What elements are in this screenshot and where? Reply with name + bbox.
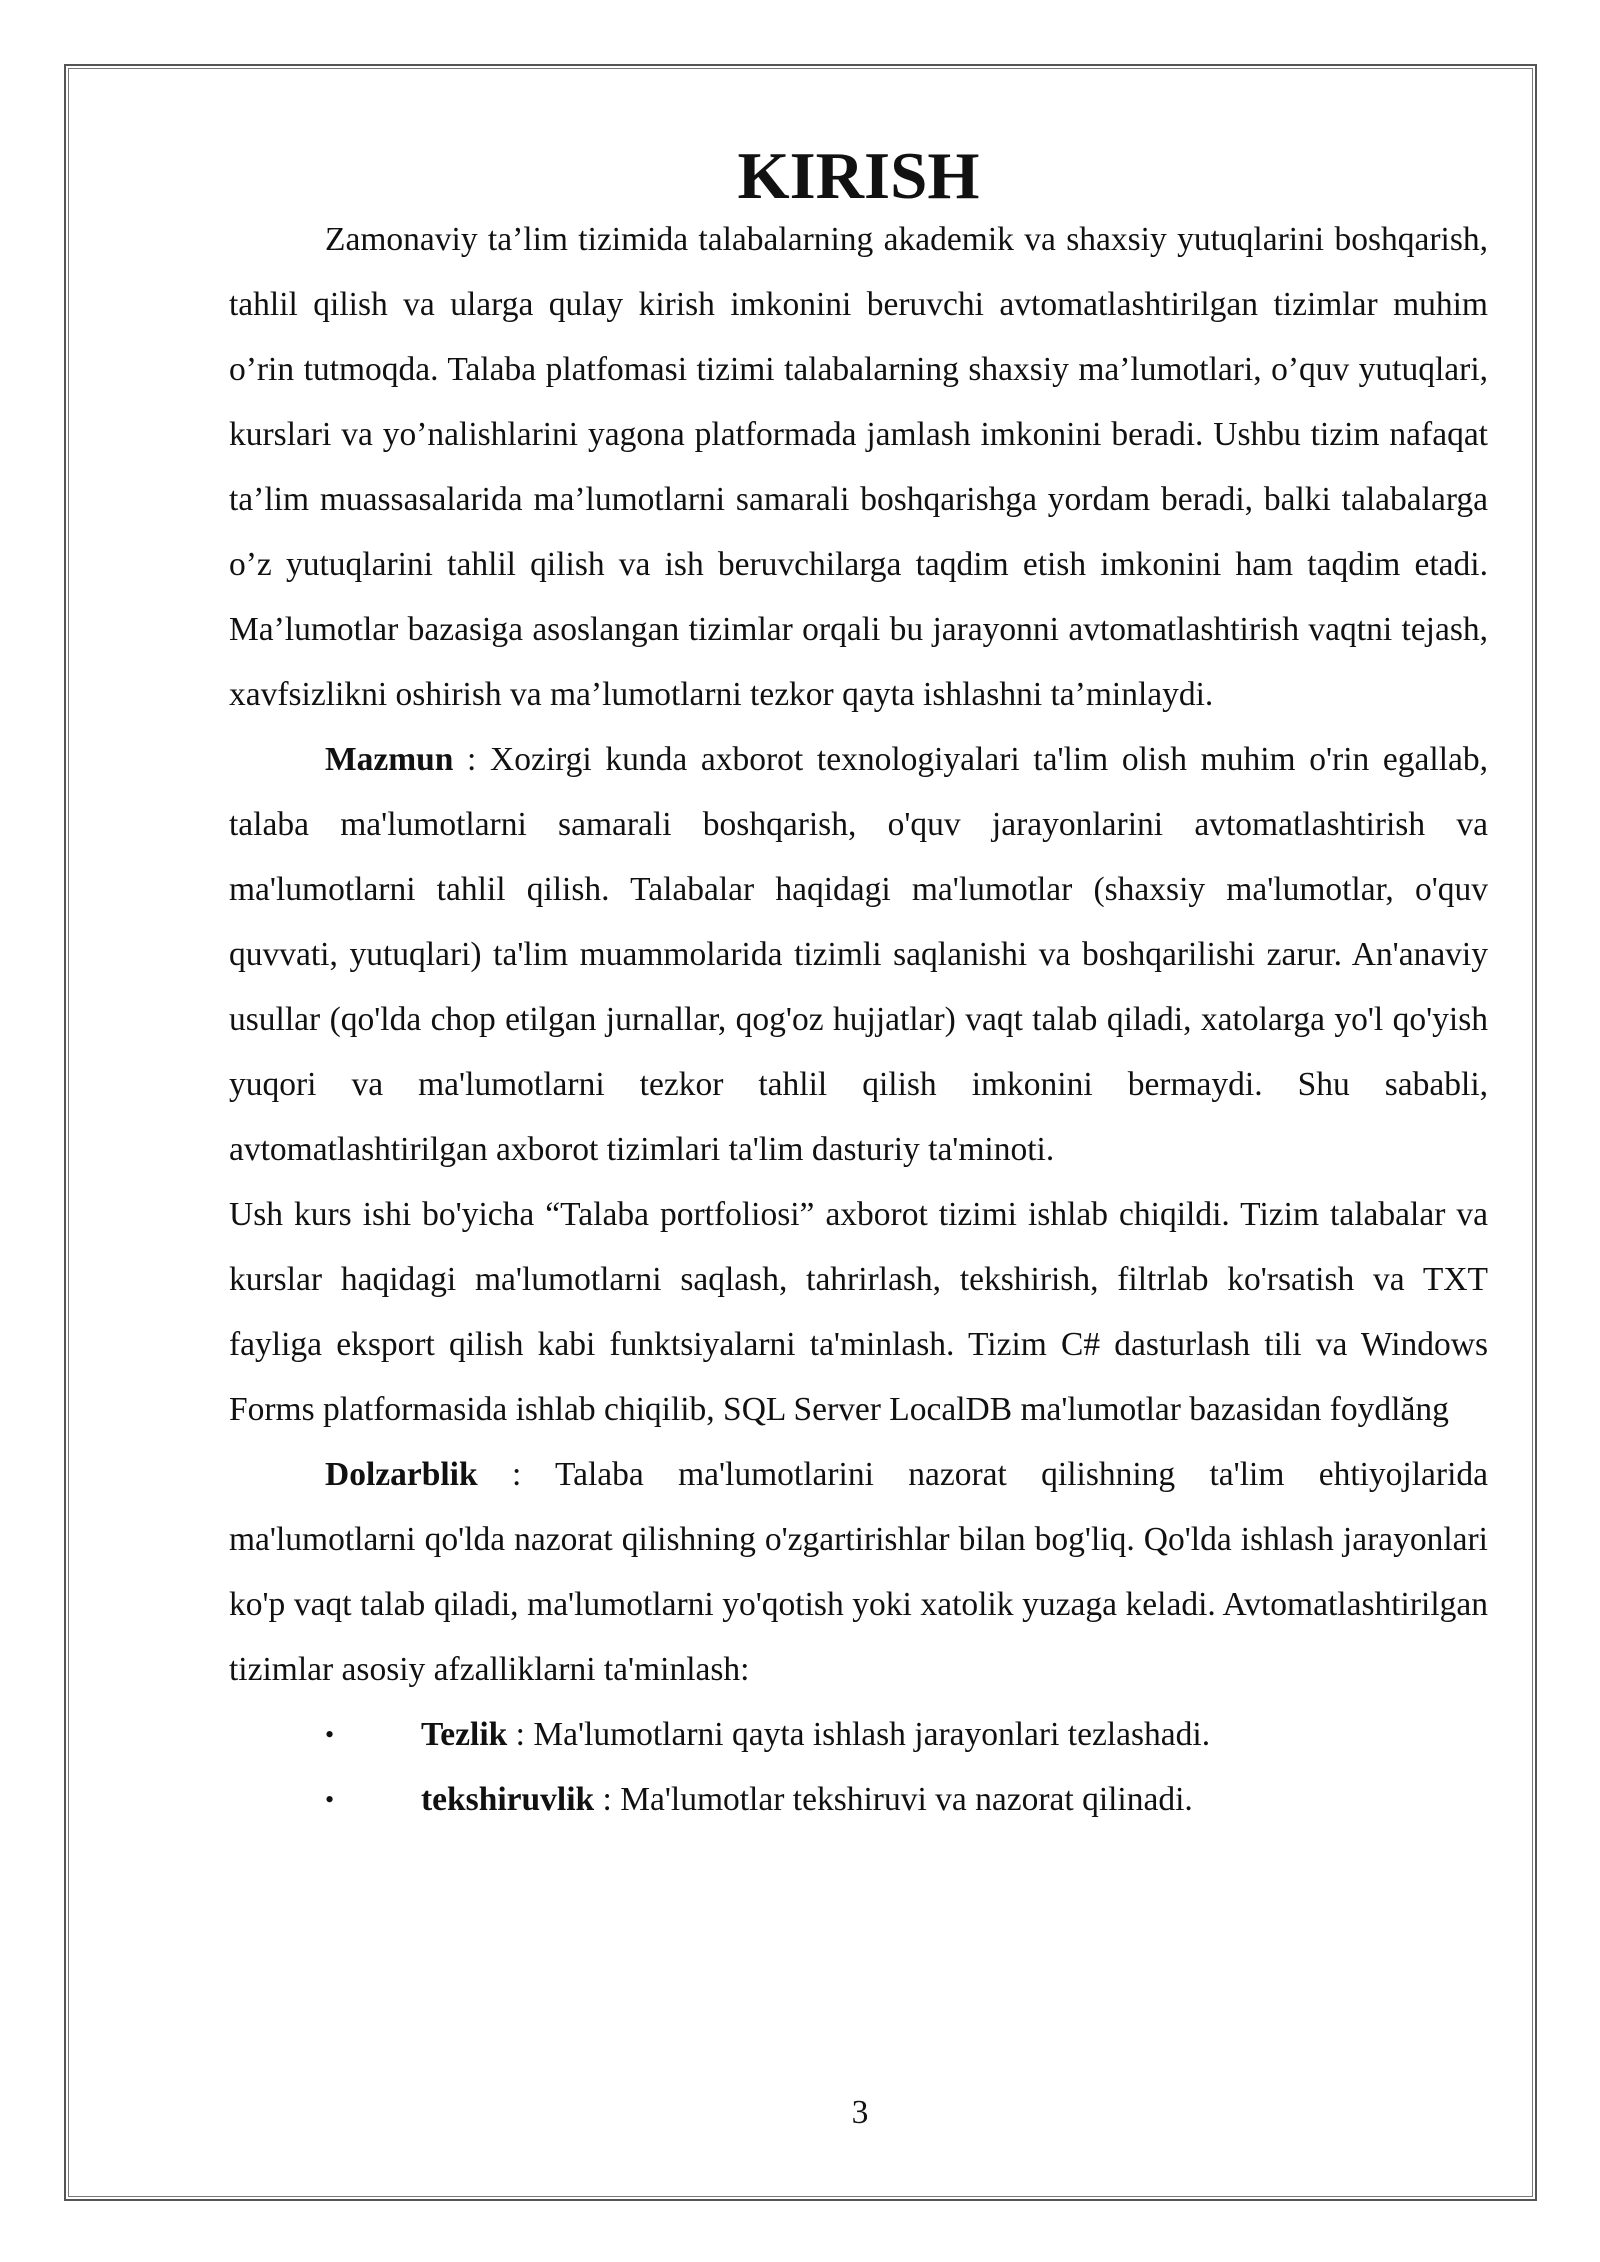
list-item-label: tekshiruvlik	[421, 1781, 595, 1818]
list-item	[229, 1767, 1488, 1832]
mazmun-paragraph	[229, 727, 1488, 1182]
intro-paragraph: Zamonaviy ta’lim tizimida talabalarning akademik va shaxsiy yutuqlarini boshqarish, tahlil qilish va ularga qulay kirish imkonini beruvchi avtomatlashtirilgan tizimlar muhim o’rin tutmoqda. Talaba platfomasi tizimi talabalarning shaxsiy ma’lumotlari, o’quv yutuqlari, kurslari va yo’nalishlarini yagona platformada jamlash imkonini beradi. Ushbu tizim nafaqat ta’lim muassasalarida ma’lumotlarni samarali boshqarishga yordam beradi, balki talabalarga o’z yutuqlarini tahlil qilish va ish beruvchilarga taqdim etish imkonini ham taqdim etadi. Ma’lumotlar bazasiga asoslangan tizimlar orqali bu jarayonni avtomatlashtirish vaqtni tejash, xavfsizlikni oshirish va ma’lumotlarni tezkor qayta ishlashni ta’minlaydi.	[229, 221, 1488, 713]
dolzarblik-text: : Talaba ma'lumotlarini nazorat qilishning ta'lim ehtiyojlarida ma'lumotlarni qo'lda nazorat qilishning o'zgartirishlar bilan bog'liq. Qo'lda ishlash jarayonlari ko'p vaqt talab qiladi, ma'lumotlarni yo'qotish yoki xatolik yuzaga keladi. Avtomatlashtirilgan tizimlar asosiy afzalliklarni ta'minlash:	[229, 1456, 1488, 1688]
list-item-text: : Ma'lumotlarni qayta ishlash jarayonlari tezlashadi.	[507, 1716, 1211, 1753]
list-item-text: : Ma'lumotlar tekshiruvi va nazorat qilinadi.	[594, 1781, 1193, 1818]
list-item	[229, 1702, 1488, 1767]
kurs-ishi-paragraph: Ush kurs ishi bo'yicha “Talaba portfoliosi” axborot tizimi ishlab chiqildi. Tizim talabalar va kurslar haqidagi ma'lumotlarni saqlash, tahrirlash, tekshirish, filtrlab ko'rsatish va TXT fayliga eksport qilish kabi funktsiyalarni ta'minlash. Tizim C# dasturlash tili va Windows Forms platformasida ishlab chiqilib, SQL Server LocalDB ma'lumotlar bazasidan foydlăng	[229, 1196, 1488, 1428]
mazmun-label: Mazmun	[325, 741, 454, 778]
dolzarblik-paragraph	[229, 1442, 1488, 1702]
bullet-icon: •	[325, 1720, 335, 1749]
list-item-label: Tezlik	[421, 1716, 508, 1753]
advantages-list	[229, 1702, 1488, 1832]
mazmun-text: : Xozirgi kunda axborot texnologiyalari ta'lim olish muhim o'rin egallab, talaba ma'lumotlarni samarali boshqarish, o'quv jarayonlarini avtomatlashtirish va ma'lumotlarni tahlil qilish. Talabalar haqidagi ma'lumotlar (shaxsiy ma'lumotlar, o'quv quvvati, yutuqlari) ta'lim muammolarida tizimli saqlanishi va boshqarilishi zarur. An'anaviy usullar (qo'lda chop etilgan jurnallar, qog'oz hujjatlar) vaqt talab qiladi, xatolarga yo'l qo'yish yuqori va ma'lumotlarni tezkor tahlil qilish imkonini bermaydi. Shu sababli, avtomatlashtirilgan axborot tizimlari ta'lim dasturiy ta'minoti.	[229, 741, 1488, 1168]
dolzarblik-label: Dolzarblik	[325, 1456, 478, 1493]
page-number: 3	[851, 2094, 869, 2131]
section-heading: KIRISH	[737, 139, 980, 213]
document-body	[229, 139, 1488, 1832]
bullet-icon: •	[325, 1785, 335, 1814]
